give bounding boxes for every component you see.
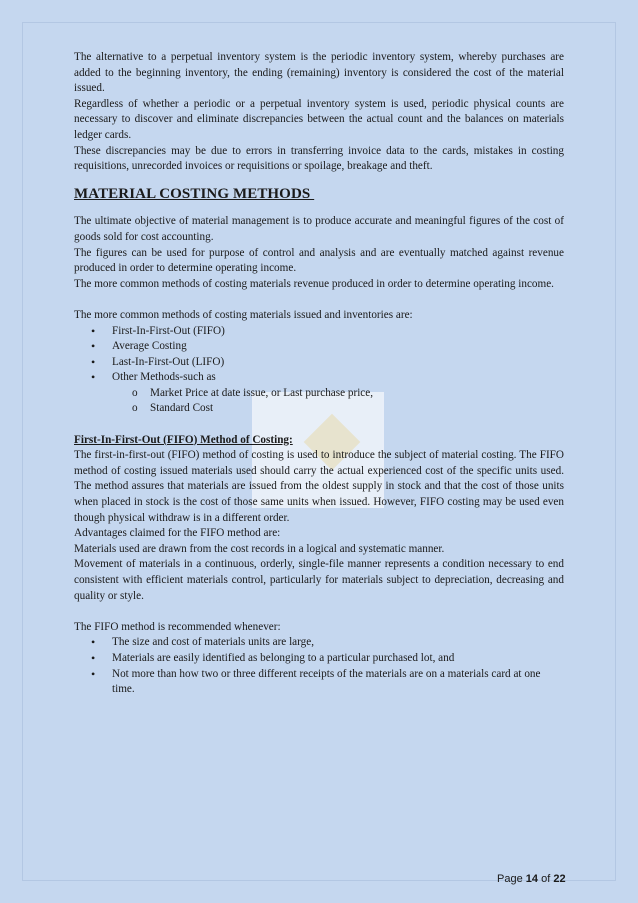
fifo-paragraph-4: Movement of materials in a continuous, orderly, single-file manner represents a condition necessary to end consistent with efficient materials control, particularly for materials subject to depreciation, decreasing and quality or style. <box>74 558 564 602</box>
section-paragraph-2: The figures can be used for purpose of control and analysis and are eventually matched against revenue produced in order to determine operating income. <box>74 246 564 275</box>
list-item: • Average Costing <box>74 339 564 355</box>
total-pages: 22 <box>553 873 566 885</box>
fifo-heading: First-In-First-Out (FIFO) Method of Costing: <box>74 433 293 446</box>
methods-intro: The more common methods of costing materials issued and inventories are: <box>74 308 413 321</box>
fifo-paragraph-3: Materials used are drawn from the cost records in a logical and systematic manner. <box>74 542 445 555</box>
list-item: • Not more than how two or three different receipts of the materials are on a materials card at one time. <box>74 667 564 698</box>
sub-list-item: o Standard Cost <box>74 401 564 417</box>
fifo-recommended-intro: The FIFO method is recommended whenever: <box>74 620 281 633</box>
spacer <box>74 604 564 620</box>
of-label: of <box>541 873 551 885</box>
list-item: • Materials are easily identified as belonging to a particular purchased lot, and <box>74 651 564 667</box>
list-item: • The size and cost of materials units are large, <box>74 635 564 651</box>
fifo-paragraph-2: Advantages claimed for the FIFO method are: <box>74 527 281 540</box>
page-number-footer <box>497 873 566 885</box>
spacer <box>74 417 564 433</box>
list-item: • Other Methods-such as <box>74 370 564 386</box>
list-item: • Last-In-First-Out (LIFO) <box>74 355 564 371</box>
list-item: • First-In-First-Out (FIFO) <box>74 324 564 340</box>
page-label: Page <box>497 873 523 885</box>
section-paragraph-3: The more common methods of costing materials revenue produced in order to determine operating income. <box>74 277 554 290</box>
methods-list <box>74 324 564 418</box>
recommended-list <box>74 635 564 697</box>
section-heading: MATERIAL COSTING METHODS <box>74 185 315 202</box>
fifo-paragraph-1: The first-in-first-out (FIFO) method of costing is used to introduce the subject of material costing. The FIFO method of costing issued materials used should carry the actual experienced cost of the specific units used. The method assures that materials are issued from the oldest supply in stock and that the cost of those units when placed in stock is the cost of those same units when issued. However, FIFO costing may be used even though physical withdraw is in a different order. <box>74 449 564 524</box>
intro-paragraph-1: The alternative to a perpetual inventory system is the periodic inventory system, whereby purchases are added to the beginning inventory, the ending (remaining) inventory is considered the cost of the material issued. <box>74 51 564 95</box>
section-paragraph-1: The ultimate objective of material management is to produce accurate and meaningful figures of the cost of goods sold for cost accounting. <box>74 215 564 243</box>
spacer <box>74 292 564 308</box>
intro-paragraph-3: These discrepancies may be due to errors in transferring invoice data to the cards, mistakes in costing requisitions, unrecorded invoices or requisitions or spoilage, breakage and theft. <box>74 144 564 173</box>
page-content <box>74 50 564 698</box>
current-page: 14 <box>525 873 539 885</box>
intro-paragraph-2: Regardless of whether a periodic or a perpetual inventory system is used, periodic physical counts are necessary to discover and eliminate discrepancies between the actual count and the balances on materials ledger cards. <box>74 97 564 141</box>
sub-list-item: o Market Price at date issue, or Last purchase price, <box>74 386 564 402</box>
